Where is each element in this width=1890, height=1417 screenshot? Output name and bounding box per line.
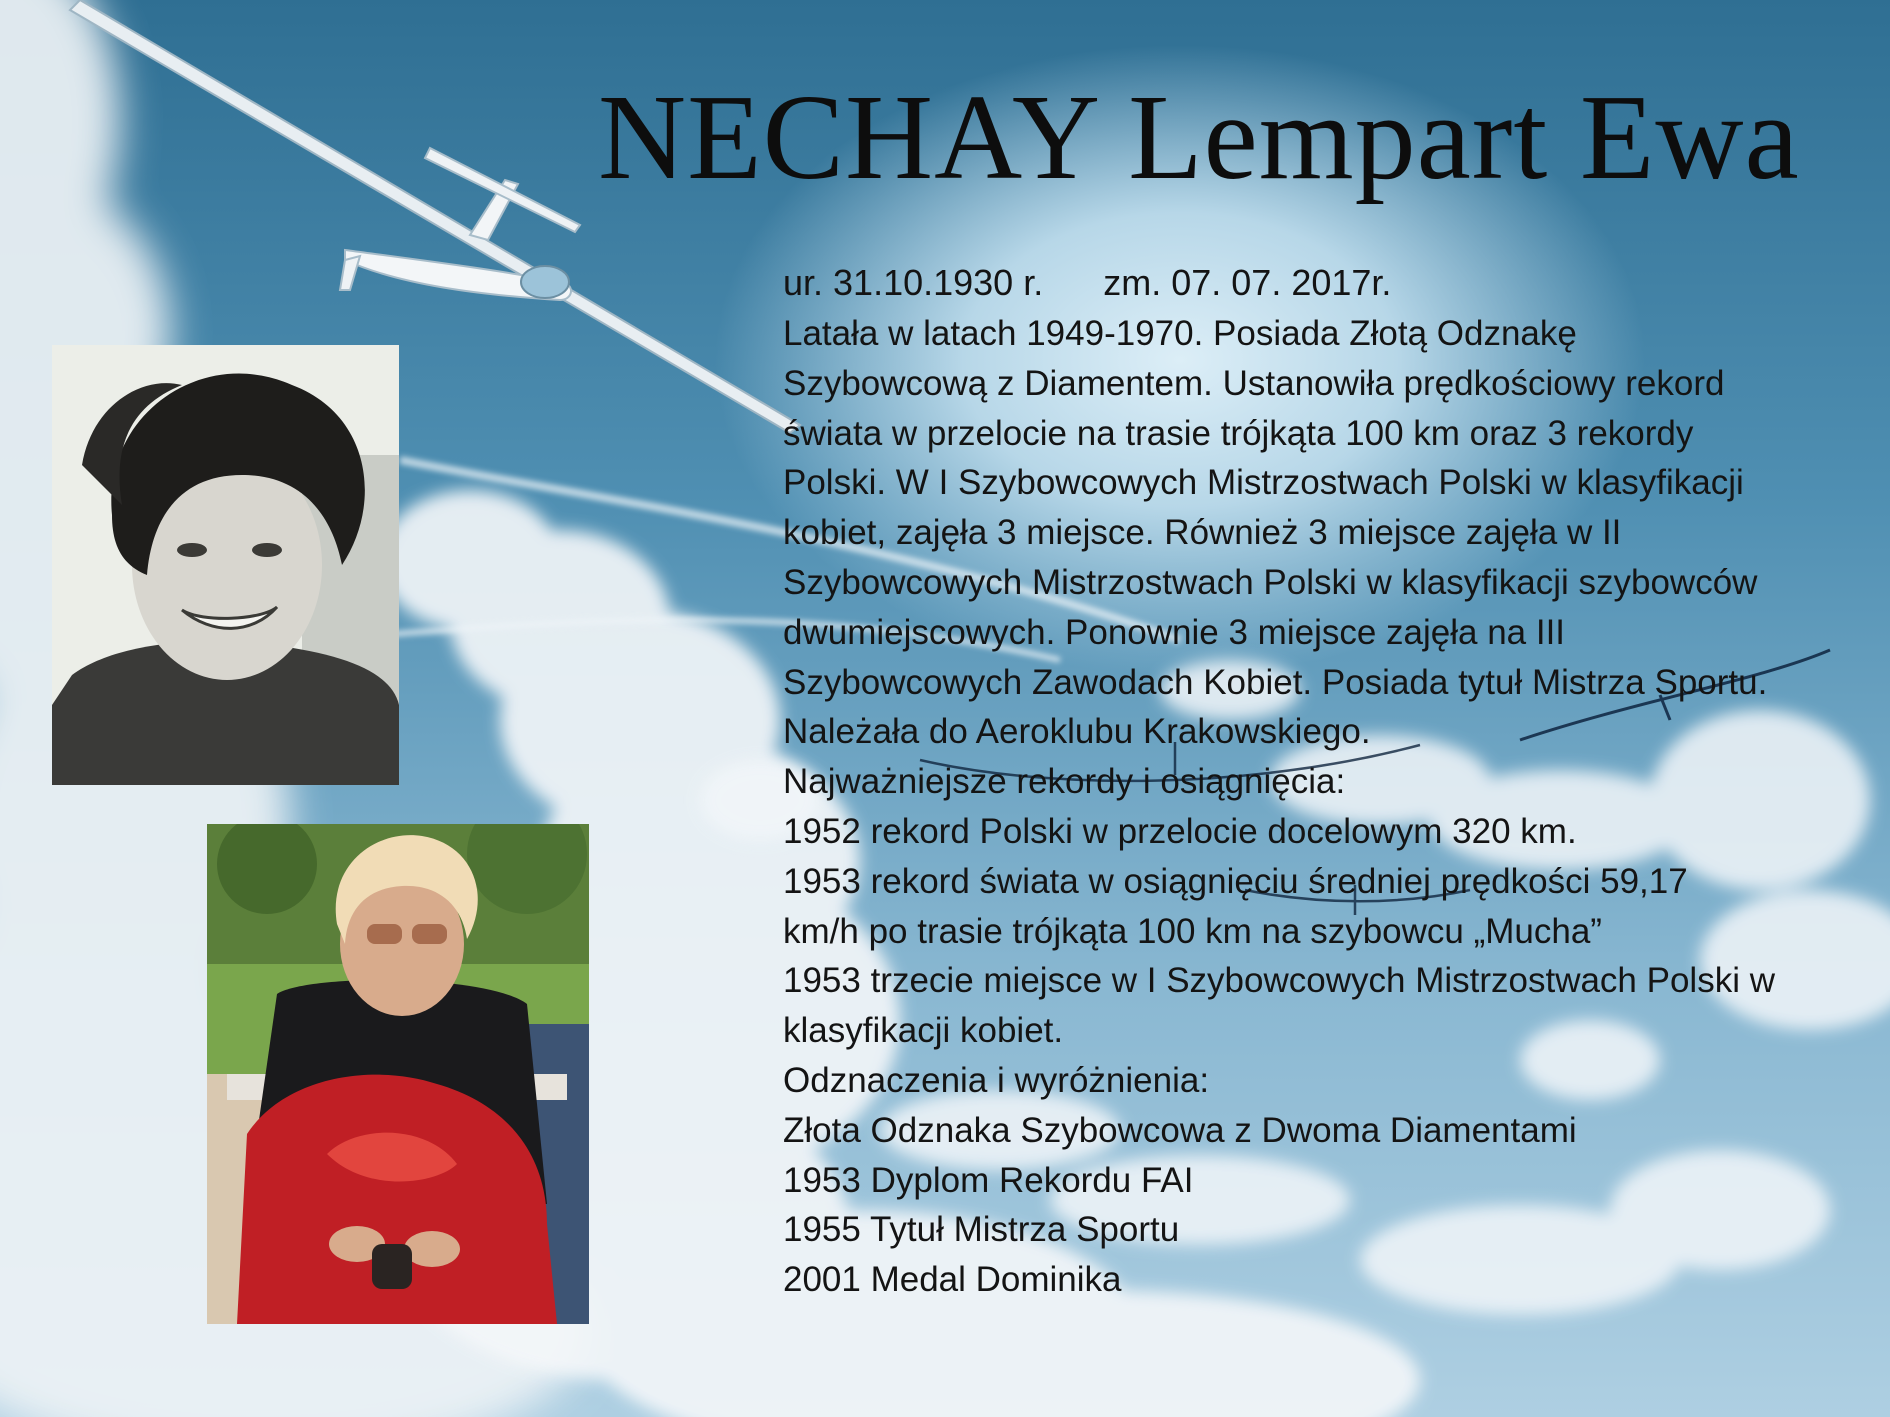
birth-date: ur. 31.10.1930 r. bbox=[783, 262, 1044, 303]
bio-line: Latała w latach 1949-1970. Posiada Złotą Odznakę bbox=[783, 314, 1577, 353]
achievement-line: 1953 trzecie miejsce w I Szybowcowych Mistrzostwach Polski w bbox=[783, 961, 1775, 1001]
portrait-elderly-photo bbox=[207, 824, 589, 1324]
bio-line: Polski. W I Szybowcowych Mistrzostwach Polski w klasyfikacji bbox=[783, 463, 1744, 503]
honor-line: 1953 Dyplom Rekordu FAI bbox=[783, 1160, 1194, 1200]
life-dates bbox=[783, 258, 1391, 308]
achievement-line: km/h po trasie trójkąta 100 km na szybowcu „Mucha” bbox=[783, 911, 1602, 951]
biography-text bbox=[783, 309, 1883, 1305]
honor-line: Złota Odznaka Szybowcowa z Dwoma Diamentami bbox=[783, 1110, 1577, 1150]
bio-line: Szybowcowych Mistrzostwach Polski w klasyfikacji szybowców bbox=[783, 562, 1758, 602]
achievement-line: klasyfikacji kobiet. bbox=[783, 1011, 1064, 1051]
achievements-heading: Najważniejsze rekordy i osiągnięcia: bbox=[783, 762, 1346, 802]
bio-line: Należała do Aeroklubu Krakowskiego. bbox=[783, 712, 1371, 752]
death-date: zm. 07. 07. 2017r. bbox=[1103, 262, 1392, 303]
bio-line: Szybowcowych Zawodach Kobiet. Posiada tytuł Mistrza Sportu. bbox=[783, 662, 1768, 702]
honor-line: 1955 Tytuł Mistrza Sportu bbox=[783, 1210, 1180, 1250]
bio-line: Szybowcową z Diamentem. Ustanowiła prędkościowy rekord bbox=[783, 363, 1725, 403]
bio-line: dwumiejscowych. Ponownie 3 miejsce zajęła na III bbox=[783, 612, 1566, 652]
honors-heading: Odznaczenia i wyróżnienia: bbox=[783, 1060, 1210, 1100]
page-title: NECHAY Lempart Ewa bbox=[598, 70, 1800, 205]
achievement-line: 1953 rekord świata w osiągnięciu średniej prędkości 59,17 bbox=[783, 861, 1688, 901]
achievement-line: 1952 rekord Polski w przelocie docelowym 320 km. bbox=[783, 811, 1577, 851]
portrait-young-photo bbox=[52, 345, 399, 785]
bio-line: świata w przelocie na trasie trójkąta 100 km oraz 3 rekordy bbox=[783, 413, 1694, 453]
honor-line: 2001 Medal Dominika bbox=[783, 1260, 1122, 1300]
bio-line: kobiet, zajęła 3 miejsce. Również 3 miejsce zajęła w II bbox=[783, 513, 1622, 553]
